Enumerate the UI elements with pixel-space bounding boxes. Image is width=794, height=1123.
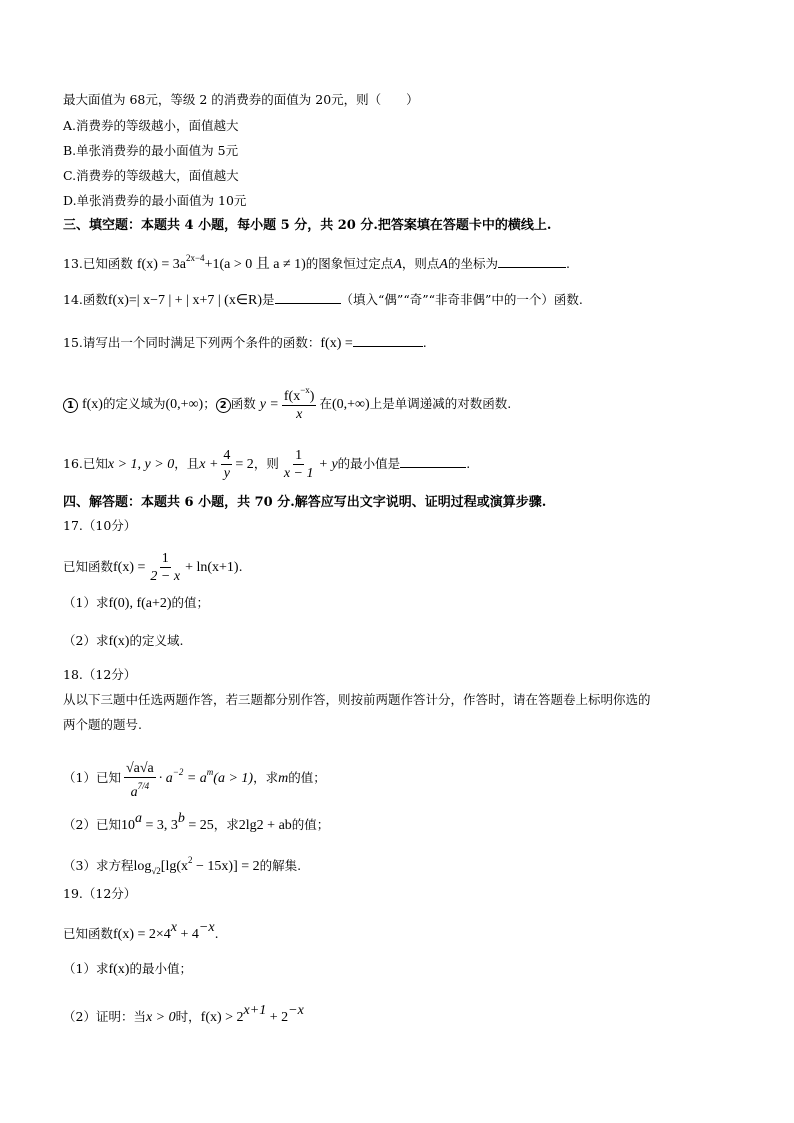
q12-option-a: A.消费券的等级越小，面值越大 — [63, 118, 239, 133]
q17-header: 17.（10分） — [63, 518, 137, 533]
q18-header: 18.（12分） — [63, 667, 137, 682]
q18-radical-fraction: $\frac{√a√a}{a^{7/4}}$ — [125, 761, 154, 800]
q17-fraction: $\frac{1}{2 - x}$ — [150, 551, 181, 584]
q13-prefix: 13.已知函数 — [63, 256, 133, 271]
q15-answer-blank — [353, 334, 423, 347]
q13-formula: $f(x) = 3a^{2x-4}+1(a > 0$ 且 a ≠ 1) — [136, 253, 306, 272]
q13-answer-blank — [498, 255, 566, 268]
q15-fraction: $\frac{f(x^{-x})}{x}$ — [282, 382, 317, 423]
question-14: 14.函数f(x)=| x−7 | + | x+7 | (x∈R)是 （填入“偶”“奇”“非奇非偶”中的一个）函数. — [63, 292, 583, 308]
q16-fraction-1: $\frac{4}{y}$ — [223, 448, 231, 481]
q18-intro-line-2: 两个题的题号. — [63, 717, 142, 732]
section-4-heading: 四、解答题：本题共 6 小题，共 70 分.解答应写出文字说明、证明过程或演算步骤. — [63, 495, 547, 510]
q18-part-2: （2）已知10$^a$ = 3, 3$^b$ = 25，求2lg2 + ab的值； — [63, 811, 330, 833]
q18-part-1: （1）已知 $\frac{√a√a}{a^{7/4}}$ · $a^{-2} = a^m(a > 1)$，求m的值； — [63, 761, 326, 800]
q15-formula: f(x) = — [320, 336, 353, 351]
q18-intro-line-1: 从以下三题中任选两题作答，若三题都分别作答，则按前两题作答计分，作答时，请在答题卷上标明你选的 — [63, 692, 651, 707]
q17-part-2: （2）求f(x)的定义域. — [63, 633, 184, 649]
q14-formula: f(x)=| x−7 | + | x+7 | (x∈R) — [107, 293, 263, 308]
q18-part-3: （3）求方程$\log_{√2}[\lg(x^2 - 15x)] = 2$的解集. — [63, 855, 302, 876]
q19-statement: 已知函数$f(x) = 2\times 4^x + 4^{-x}$. — [63, 920, 219, 942]
section-3-heading: 三、填空题：本题共 4 小题，每小题 5 分，共 20 分.把答案填在答题卡中的横线上. — [63, 218, 552, 233]
q14-answer-blank — [275, 291, 341, 304]
q16-answer-blank — [400, 455, 466, 468]
circled-two-icon: 2 — [216, 398, 231, 413]
q19-part-1: （1）求f(x)的最小值； — [63, 961, 192, 977]
q12-option-c: C.消费券的等级越大，面值越大 — [63, 168, 239, 183]
q13-point-a: A — [393, 257, 402, 272]
question-16: 16.已知x > 1, y > 0，且x + $\frac{4}{y}$ = 2，则 $\frac{1}{x - 1}$ + y的最小值是 . — [63, 448, 471, 481]
q12-option-b: B.单张消费券的最小面值为 5元 — [63, 143, 239, 158]
q17-part-1: （1）求f(0), f(a+2)的值； — [63, 595, 210, 611]
q15-conditions: 1 f(x)的定义域为(0,+∞)； 2 函数 y = $\frac{f(x^{-x})}{x}$ 在(0,+∞)上是单调递减的对数函数. — [63, 384, 511, 425]
q12-option-d: D.单张消费券的最小面值为 10元 — [63, 193, 247, 208]
q16-fraction-2: $\frac{1}{x - 1}$ — [283, 448, 314, 481]
question-15: 15.请写出一个同时满足下列两个条件的函数：f(x) = . — [63, 335, 427, 351]
question-13: 13.已知函数 $f(x) = 3a^{2x-4}+1(a > 0$ 且 a ≠ 1)的图象恒过定点A，则点A的坐标为 . — [63, 253, 570, 272]
q19-part-2: （2）证明：当x > 0时，$f(x) > 2^{x+1} + 2^{-x}$ — [63, 1003, 304, 1025]
q12-continuation: 最大面值为 68元，等级 2 的消费券的面值为 20元，则（ ） — [63, 92, 419, 107]
q17-statement: 已知函数f(x) = $\frac{1}{2 - x}$ + ln(x+1). — [63, 551, 243, 584]
q19-header: 19.（12分） — [63, 886, 137, 901]
q13-text: 的图象恒过定点 — [305, 256, 394, 271]
circled-one-icon: 1 — [63, 398, 78, 413]
